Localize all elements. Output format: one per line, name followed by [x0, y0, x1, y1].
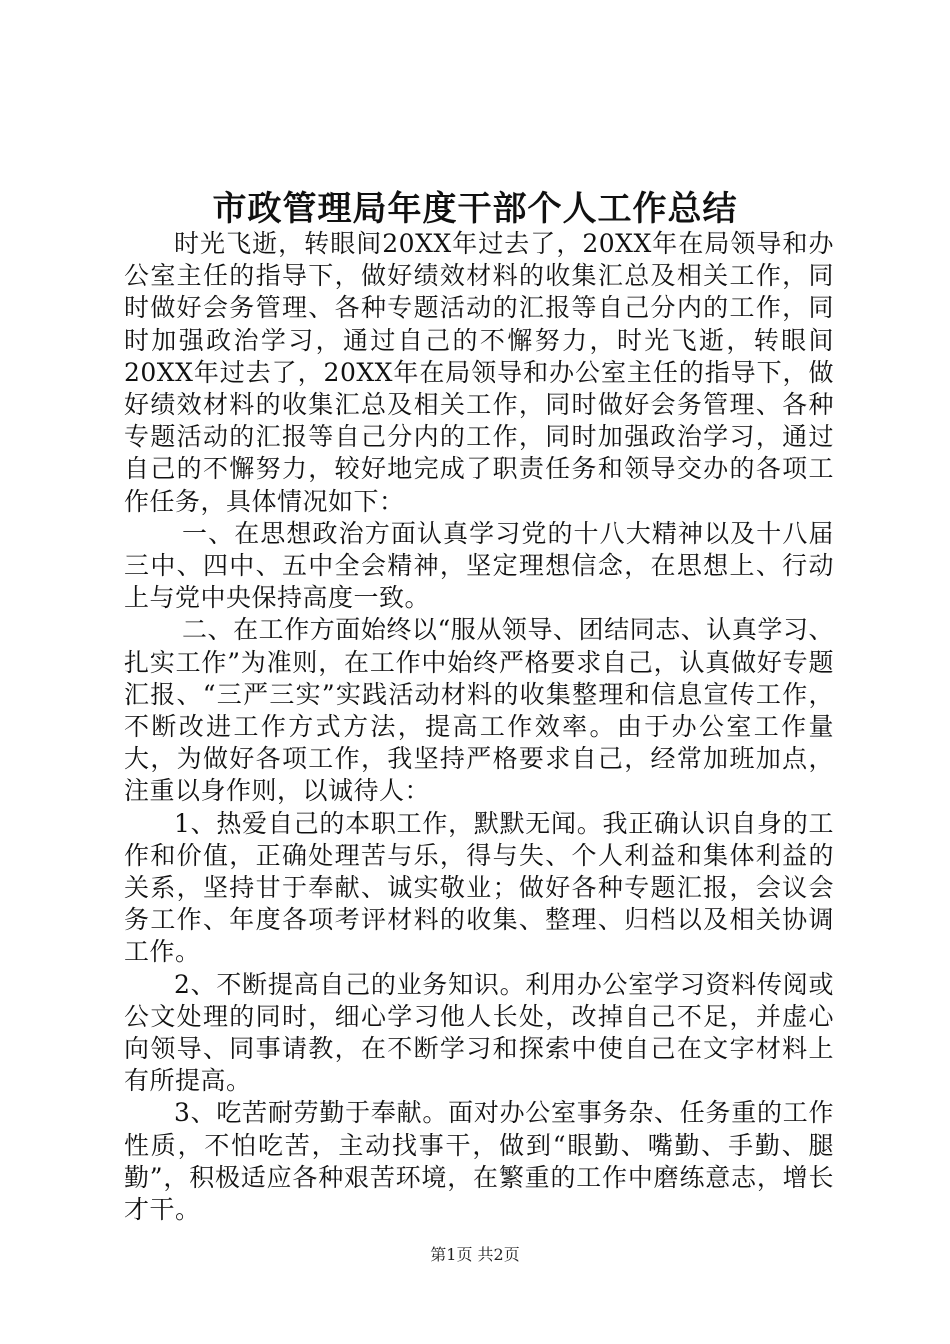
item-one-paragraph: 1、热爱自己的本职工作，默默无闻。我正确认识自身的工作和价值，正确处理苦与乐，得与失、个人利益和集体利益的关系，坚持甘于奉献、诚实敬业；做好各种专题汇报，会议会务工作、年度各项考评材料的收集、整理、归档以及相关协调工作。	[124, 808, 834, 967]
section-one-paragraph: 一、在思想政治方面认真学习党的十八大精神以及十八届三中、四中、五中全会精神，坚定理想信念，在思想上、行动上与党中央保持高度一致。	[124, 518, 834, 613]
section-two-paragraph: 二、在工作方面始终以“服从领导、团结同志、认真学习、扎实工作”为准则，在工作中始终严格要求自己，认真做好专题汇报、“三严三实”实践活动材料的收集整理和信息宣传工作，不断改进工作方式方法，提高工作效率。由于办公室工作量大，为做好各项工作，我坚持严格要求自己，经常加班加点，注重以身作则，以诚待人：	[124, 615, 834, 806]
item-two-paragraph: 2、不断提高自己的业务知识。利用办公室学习资料传阅或公文处理的同时，细心学习他人长处，改掉自己不足，并虚心向领导、同事请教，在不断学习和探索中使自己在文字材料上有所提高。	[124, 969, 834, 1096]
page-number-footer: 第1页 共2页	[430, 1245, 520, 1264]
document-body	[124, 228, 834, 1226]
document-title: 市政管理局年度干部个人工作总结	[212, 189, 738, 229]
intro-paragraph: 时光飞逝，转眼间20XX年过去了，20XX年在局领导和办公室主任的指导下，做好绩效材料的收集汇总及相关工作，同时做好会务管理、各种专题活动的汇报等自己分内的工作，同时加强政治学习，通过自己的不懈努力，时光飞逝，转眼间20XX年过去了，20XX年在局领导和办公室主任的指导下，做好绩效材料的收集汇总及相关工作，同时做好会务管理、各种专题活动的汇报等自己分内的工作，同时加强政治学习，通过自己的不懈努力，较好地完成了职责任务和领导交办的各项工作任务，具体情况如下：	[124, 229, 834, 516]
item-three-paragraph: 3、吃苦耐劳勤于奉献。面对办公室事务杂、任务重的工作性质，不怕吃苦，主动找事干，做到“眼勤、嘴勤、手勤、腿勤”，积极适应各种艰苦环境，在繁重的工作中磨练意志，增长才干。	[124, 1098, 834, 1225]
